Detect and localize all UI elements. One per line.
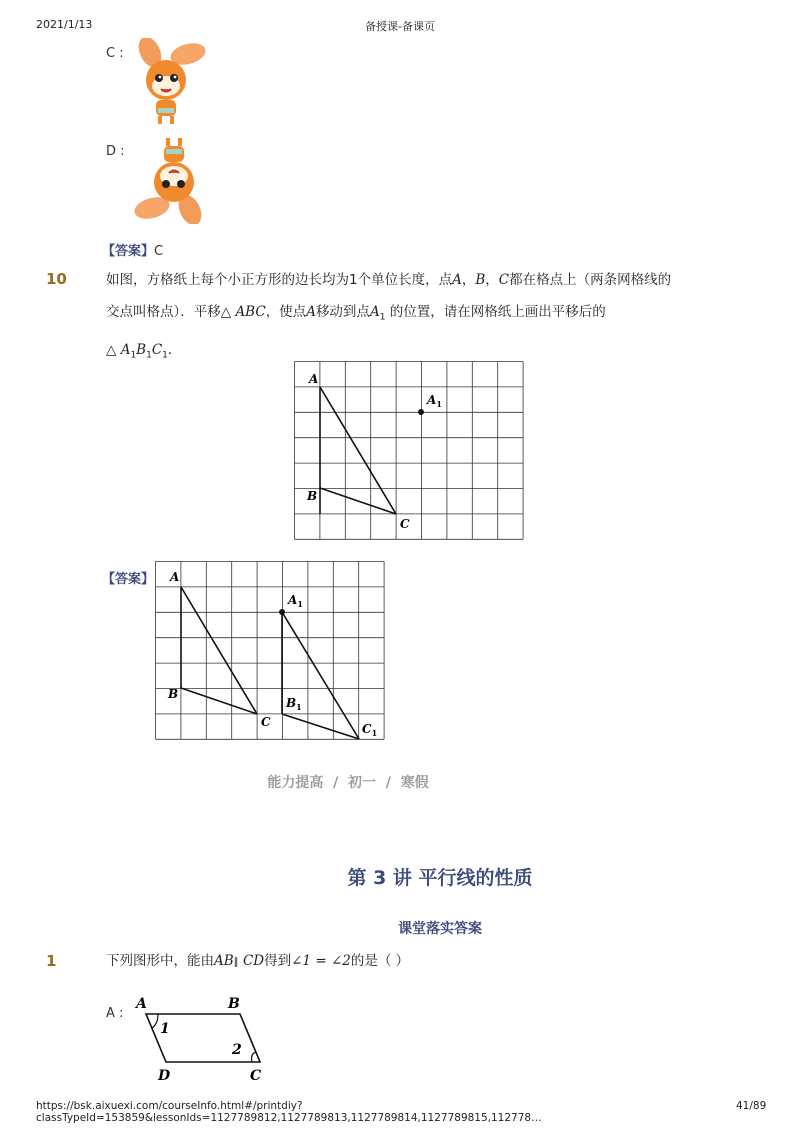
question-10-answer-figure (155, 561, 387, 742)
label-a: A (170, 570, 180, 584)
label-a: A (309, 372, 319, 386)
fox-mascot-d-image (130, 134, 210, 224)
label-b: B (307, 489, 318, 503)
label-a: A (136, 996, 147, 1012)
q9-answer (102, 240, 163, 259)
label-b1: $B_1$ (286, 696, 302, 712)
print-date: 2021/1/13 (36, 18, 93, 31)
section-title: 课堂落实答案 (398, 921, 482, 937)
label-a1: $A_1$ (427, 393, 442, 409)
breadcrumb: 能力提高 / 初一 / 寒假 (267, 775, 429, 791)
page-number: 41/89 (736, 1100, 767, 1112)
label-c: C (400, 517, 410, 531)
answer-value: C (154, 244, 164, 259)
option-c-label: C : (106, 46, 124, 61)
question-10-line-3: △ $A_1B_1C_1$． (106, 341, 182, 361)
question-1-text: 下列图形中，能由AB∥ CD得到∠1 = ∠2的是（ ） (106, 953, 410, 969)
option-d-label: D : (106, 144, 125, 159)
label-c1: $C_1$ (362, 722, 378, 738)
page-title: 备授课-备课页 (365, 20, 435, 33)
fox-mascot-c-image (130, 38, 210, 128)
question-10-line-2: 交点叫格点）．平移△ ABC，使点A移动到点$A_1$ 的位置，请在网格纸上画出平移后的 (106, 304, 606, 323)
option-a-label: A : (106, 1006, 124, 1021)
question-number: 10 (46, 270, 67, 288)
label-a1: $A_1$ (288, 593, 303, 609)
answer-label: 【答案】 (102, 244, 155, 259)
question-10-line-1: 如图，方格纸上每个小正方形的边长均为1个单位长度，点A，B，C都在格点上（两条网格线的 (106, 272, 672, 288)
question-number: 1 (46, 952, 57, 970)
angle-2-label: 2 (232, 1042, 242, 1058)
label-b: B (228, 996, 240, 1012)
label-b: B (168, 687, 179, 701)
lecture-title: 第 3 讲 平行线的性质 (347, 867, 533, 889)
label-c: C (250, 1068, 262, 1084)
parallelogram-figure (132, 992, 272, 1084)
question-10-grid-figure (294, 361, 526, 542)
page-url: https://bsk.aixuexi.com/courseInfo.html#/printdiy?classTypeId=153859&lessonIds=1127789812,1127789813,1127789814,1127789815,112778… (36, 1100, 542, 1124)
label-c: C (261, 715, 271, 729)
question-10-text (106, 264, 746, 371)
label-d: D (158, 1068, 171, 1084)
angle-1-label: 1 (160, 1021, 170, 1037)
q10-answer-label: 【答案】 (102, 572, 155, 587)
